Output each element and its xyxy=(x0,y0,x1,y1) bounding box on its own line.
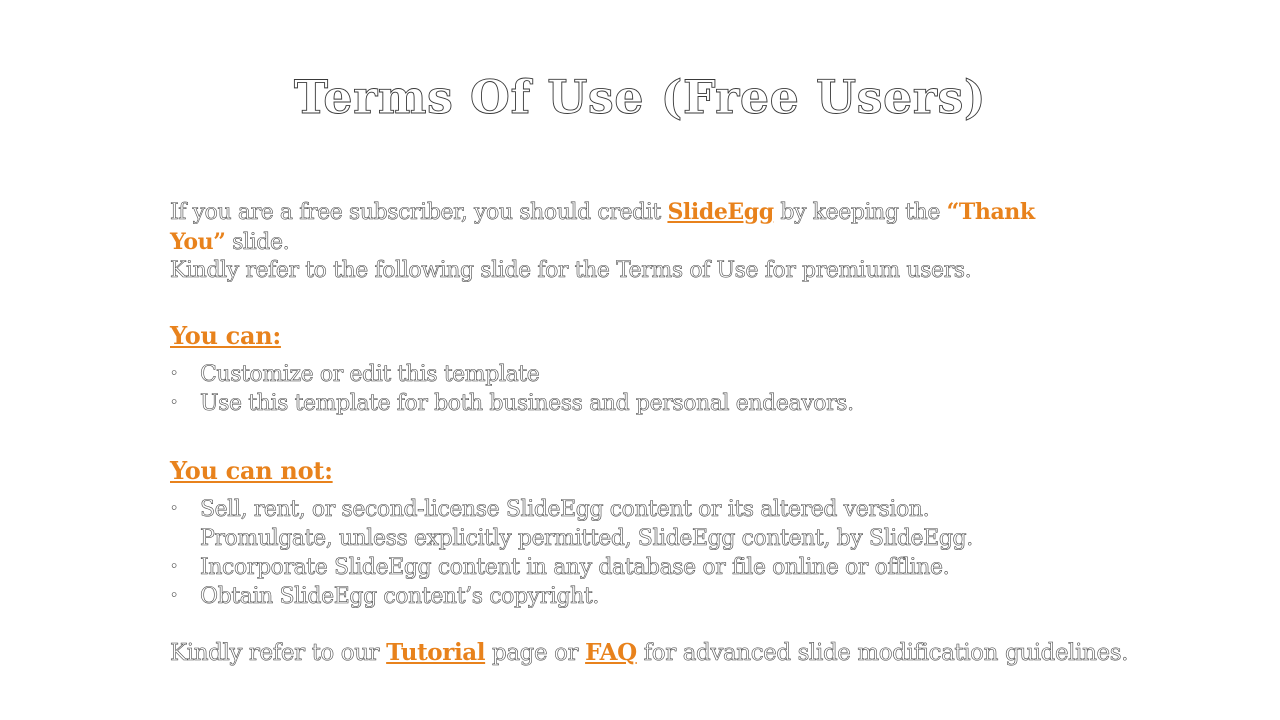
you-can-not-heading: You can not: xyxy=(170,456,333,485)
slideegg-link[interactable]: SlideEgg xyxy=(667,199,774,225)
you-can-heading: You can: xyxy=(170,321,281,350)
list-item: • Use this template for both business and personal endeavors. xyxy=(170,389,854,418)
you-can-list xyxy=(170,360,854,418)
list-item: • Obtain SlideEgg content’s copyright. xyxy=(170,582,973,611)
thank-you-quote: “Thank You” xyxy=(170,199,1035,255)
footer-text: for advanced slide modification guidelines. xyxy=(636,640,1129,666)
premium-terms-note: Kindly refer to the following slide for the Terms of Use for premium users. xyxy=(170,258,972,283)
footer-note xyxy=(170,639,1240,668)
intro-paragraph xyxy=(170,198,1070,286)
you-can-not-list xyxy=(170,495,973,611)
footer-text: Kindly refer to our xyxy=(170,640,387,666)
faq-link[interactable]: FAQ xyxy=(585,639,637,666)
page-title: Terms Of Use (Free Users) xyxy=(293,70,987,124)
list-item: • Incorporate SlideEgg content in any database or file online or offline. xyxy=(170,553,973,582)
list-item: Promulgate, unless explicitly permitted, SlideEgg content, by SlideEgg. xyxy=(200,526,973,551)
footer-text: page or xyxy=(485,640,586,666)
list-item: • Sell, rent, or second-license SlideEgg content or its altered version. xyxy=(170,495,973,524)
intro-text: by keeping the xyxy=(773,200,947,225)
intro-text: If you are a free subscriber, you should credit xyxy=(170,200,668,225)
list-item: • Customize or edit this template xyxy=(170,360,854,389)
intro-text: slide. xyxy=(225,229,290,255)
tutorial-link[interactable]: Tutorial xyxy=(386,639,486,666)
